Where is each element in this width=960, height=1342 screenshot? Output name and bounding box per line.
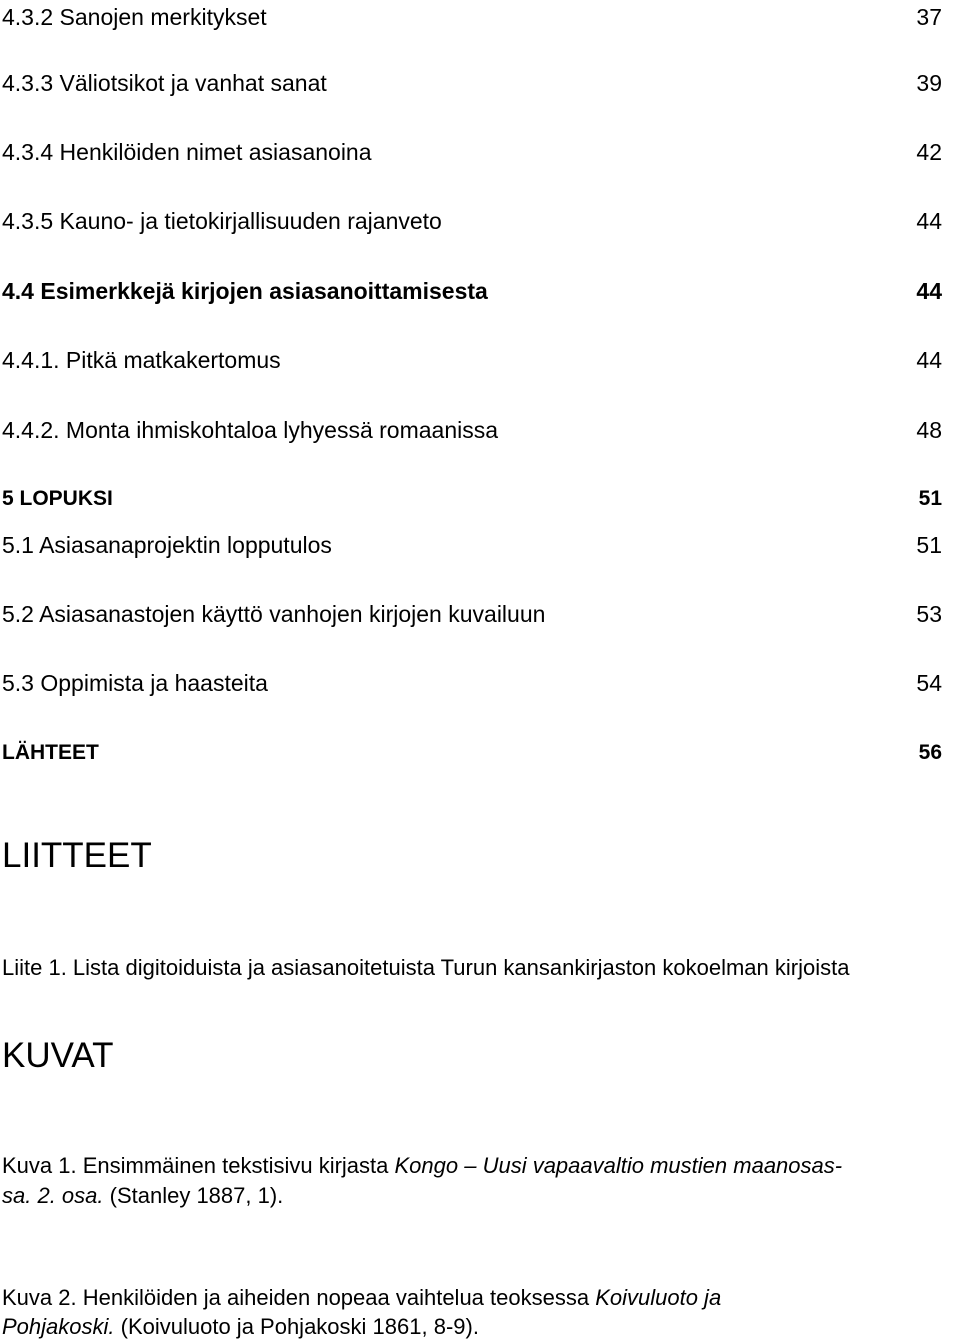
toc-entry-page: 56 — [918, 741, 942, 764]
toc-entry-title: 5.2 Asiasanastojen käyttö vanhojen kirjojen kuvailuun — [2, 601, 546, 627]
figure-caption-text: Kuva 1. Ensimmäinen tekstisivu kirjasta — [2, 1153, 395, 1178]
toc-entry[interactable] — [2, 528, 942, 562]
figure-entry-line[interactable] — [2, 1283, 721, 1313]
toc-entry-title: 4.4 Esimerkkejä kirjojen asiasanoittamisesta — [2, 278, 488, 304]
toc-entry[interactable] — [2, 413, 942, 447]
toc-entry[interactable] — [2, 135, 942, 169]
toc-entry-title: 4.3.2 Sanojen merkitykset — [2, 4, 267, 30]
figure-caption-text: (Stanley 1887, 1). — [103, 1183, 284, 1208]
toc-entry-title: 5.1 Asiasanaprojektin lopputulos — [2, 532, 332, 558]
toc-entry-title: LÄHTEET — [2, 741, 99, 764]
toc-entry-page: 44 — [916, 347, 942, 373]
toc-entry[interactable] — [2, 204, 942, 238]
toc-entry-page: 53 — [916, 601, 942, 627]
toc-entry-title: 4.4.1. Pitkä matkakertomus — [2, 347, 281, 373]
figure-entry-line[interactable] — [2, 1312, 479, 1342]
toc-entry-title: 4.3.4 Henkilöiden nimet asiasanoina — [2, 139, 372, 165]
toc-entry-page: 54 — [916, 670, 942, 696]
toc-entry-title: 4.3.3 Väliotsikot ja vanhat sanat — [2, 70, 327, 96]
figure-entry-line[interactable] — [2, 1151, 842, 1181]
toc-entry[interactable] — [2, 482, 942, 516]
toc-entry[interactable] — [2, 343, 942, 377]
figure-entry-line[interactable] — [2, 1181, 283, 1211]
toc-entry-title: 5 LOPUKSI — [2, 487, 113, 510]
toc-entry-title: 4.4.2. Monta ihmiskohtaloa lyhyessä romaanissa — [2, 417, 499, 443]
toc-entry-page: 39 — [916, 70, 942, 96]
toc-entry[interactable] — [2, 274, 942, 308]
toc-entry[interactable] — [2, 666, 942, 700]
toc-entry-page: 51 — [918, 487, 942, 510]
toc-entry-page: 51 — [916, 532, 942, 558]
toc-entry-title: 5.3 Oppimista ja haasteita — [2, 670, 268, 696]
figure-book-title: Kongo – Uusi vapaavaltio mustien maanosas- — [394, 1153, 843, 1178]
toc-entry[interactable] — [2, 66, 942, 100]
toc-entry[interactable] — [2, 597, 942, 631]
appendix-entry[interactable]: Liite 1. Lista digitoiduista ja asiasanoitetuista Turun kansankirjaston kokoelman kirjoista — [2, 955, 850, 980]
figure-book-title: sa. 2. osa. — [2, 1183, 104, 1208]
toc-entry-page: 48 — [916, 417, 942, 443]
figure-caption-text: Kuva 2. Henkilöiden ja aiheiden nopeaa vaihtelua teoksessa — [2, 1285, 596, 1310]
figures-heading: KUVAT — [2, 1036, 114, 1075]
toc-entry[interactable] — [2, 0, 942, 34]
figure-caption-text: (Koivuluoto ja Pohjakoski 1861, 8-9). — [114, 1314, 479, 1339]
figure-book-title: Koivuluoto ja — [595, 1285, 722, 1310]
toc-entry[interactable] — [2, 736, 942, 770]
toc-entry-page: 37 — [916, 4, 942, 30]
toc-entry-page: 44 — [916, 278, 942, 304]
figure-book-title: Pohjakoski. — [2, 1314, 115, 1339]
toc-entry-title: 4.3.5 Kauno- ja tietokirjallisuuden rajanveto — [2, 208, 442, 234]
toc-entry-page: 44 — [916, 208, 942, 234]
appendices-heading: LIITTEET — [2, 836, 152, 875]
toc-entry-page: 42 — [916, 139, 942, 165]
